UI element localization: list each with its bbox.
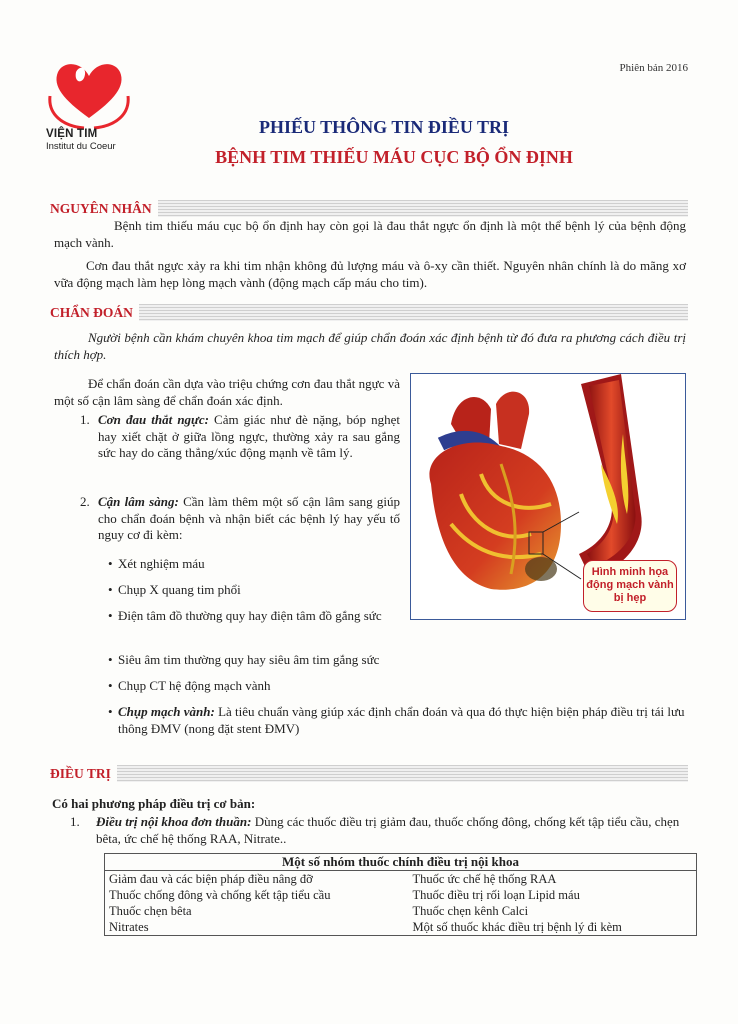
bullet-item: • Điện tâm đồ thường quy hay điện tâm đồ gắng sức <box>118 608 408 625</box>
treatment-item-medical <box>96 814 688 847</box>
drug-groups-table <box>104 853 697 936</box>
table-cell: Thuốc chẹn kênh Calci <box>409 903 697 919</box>
list-item-title: Điều trị nội khoa đơn thuần: <box>96 814 252 829</box>
list-item-text: Cần làm thêm một số cận lâm sang giúp cho chẩn đoán bệnh và nhận biết các bệnh lý hay yếu tố nguy cơ đi kèm: <box>98 494 401 542</box>
section-title: CHẨN ĐOÁN <box>48 304 139 321</box>
logo-name: VIỆN TIM <box>46 128 98 140</box>
table-cell: Thuốc chống đông và chống kết tập tiểu cầu <box>105 887 409 903</box>
section-title: NGUYÊN NHÂN <box>48 200 158 217</box>
list-item-title: Cơn đau thắt ngực: <box>98 412 209 427</box>
table-header: Một số nhóm thuốc chính điều trị nội khoa <box>105 854 697 871</box>
table-cell: Một số thuốc khác điều trị bệnh lý đi kèm <box>409 919 697 936</box>
version-label: Phiên bản 2016 <box>619 62 688 74</box>
bullet-title: Chụp mạch vành: <box>118 704 215 719</box>
bullet-item: • Xét nghiệm máu <box>118 556 205 573</box>
section-header-chan-doan <box>48 304 688 321</box>
section-title: ĐIỀU TRỊ <box>48 765 117 782</box>
list-number: 1. <box>80 412 90 427</box>
section-header-dieu-tri <box>48 765 688 782</box>
heart-illustration <box>410 373 686 620</box>
table-cell: Nitrates <box>105 919 409 936</box>
list-item-text: Cảm giác như đè nặng, bóp nghẹt hay xiết chặt ở giữa lồng ngực, thường xảy ra sau gắng sức hay do căng thẳng/xúc động mạnh về tâm lý. <box>98 412 400 460</box>
bullet-item: • Siêu âm tim thường quy hay siêu âm tim gắng sức <box>118 652 379 669</box>
bullet-item: • Chụp CT hệ động mạch vành <box>118 678 271 695</box>
table-row <box>105 887 697 903</box>
page-subtitle: BỆNH TIM THIẾU MÁU CỤC BỘ ỔN ĐỊNH <box>215 147 573 167</box>
table-cell: Thuốc chẹn bêta <box>105 903 409 919</box>
logo-subtitle: Institut du Coeur <box>46 141 116 152</box>
bullet-item-angiography <box>118 704 688 737</box>
list-number: 2. <box>80 494 90 509</box>
list-number: 1. <box>70 814 80 829</box>
list-item-symptom <box>98 412 400 462</box>
section-header-nguyen-nhan <box>48 200 688 217</box>
treatment-intro: Có hai phương pháp điều trị cơ bản: <box>52 796 256 811</box>
bullet-item: • Chụp X quang tim phổi <box>118 582 241 599</box>
diagnosis-intro: Người bệnh cần khám chuyên khoa tim mạch để giúp chẩn đoán xác định bệnh từ đó đưa ra phương cách điều trị thích hợp. <box>54 330 686 362</box>
table-cell: Giảm đau và các biện pháp điều nâng đỡ <box>105 871 409 888</box>
table-row <box>105 903 697 919</box>
bullet-text: Là tiêu chuẩn vàng giúp xác định chẩn đoán và qua đó thực hiện biện pháp điều trị tái lưu thông ĐMV (nong đặt stent ĐMV) <box>118 704 685 736</box>
table-cell: Thuốc điều trị rối loạn Lipid máu <box>409 887 697 903</box>
cause-paragraph-1: Bệnh tim thiếu máu cục bộ ổn định hay còn gọi là đau thắt ngực ổn định là một thể bệnh lý của bệnh động mạch vành. <box>54 218 686 250</box>
list-item-text: Dùng các thuốc điều trị giảm đau, thuốc chống đông, chống kết tập tiểu cầu, chẹn bêta, ức chế hệ thống RAA, Nitrate.. <box>96 814 680 846</box>
table-row <box>105 871 697 888</box>
page-title: PHIẾU THÔNG TIN ĐIỀU TRỊ <box>258 117 510 137</box>
table-row <box>105 919 697 936</box>
cause-paragraph-2: Cơn đau thắt ngực xảy ra khi tim nhận không đủ lượng máu và ô-xy cần thiết. Nguyên nhân chính là do mãng xơ vữa động mạch làm hẹp lòng mạch vành (động mạch cấp máu cho tim). <box>54 258 686 290</box>
table-cell: Thuốc ức chế hệ thống RAA <box>409 871 697 888</box>
list-item-tests <box>98 494 400 544</box>
diagnosis-paragraph: Để chẩn đoán cần dựa vào triệu chứng cơn đau thắt ngực và một số cận lâm sàng để chẩn đoán xác định. <box>54 376 400 408</box>
image-caption: Hình minh họa động mạch vành bị hẹp <box>583 560 677 612</box>
list-item-title: Cận lâm sàng: <box>98 494 179 509</box>
